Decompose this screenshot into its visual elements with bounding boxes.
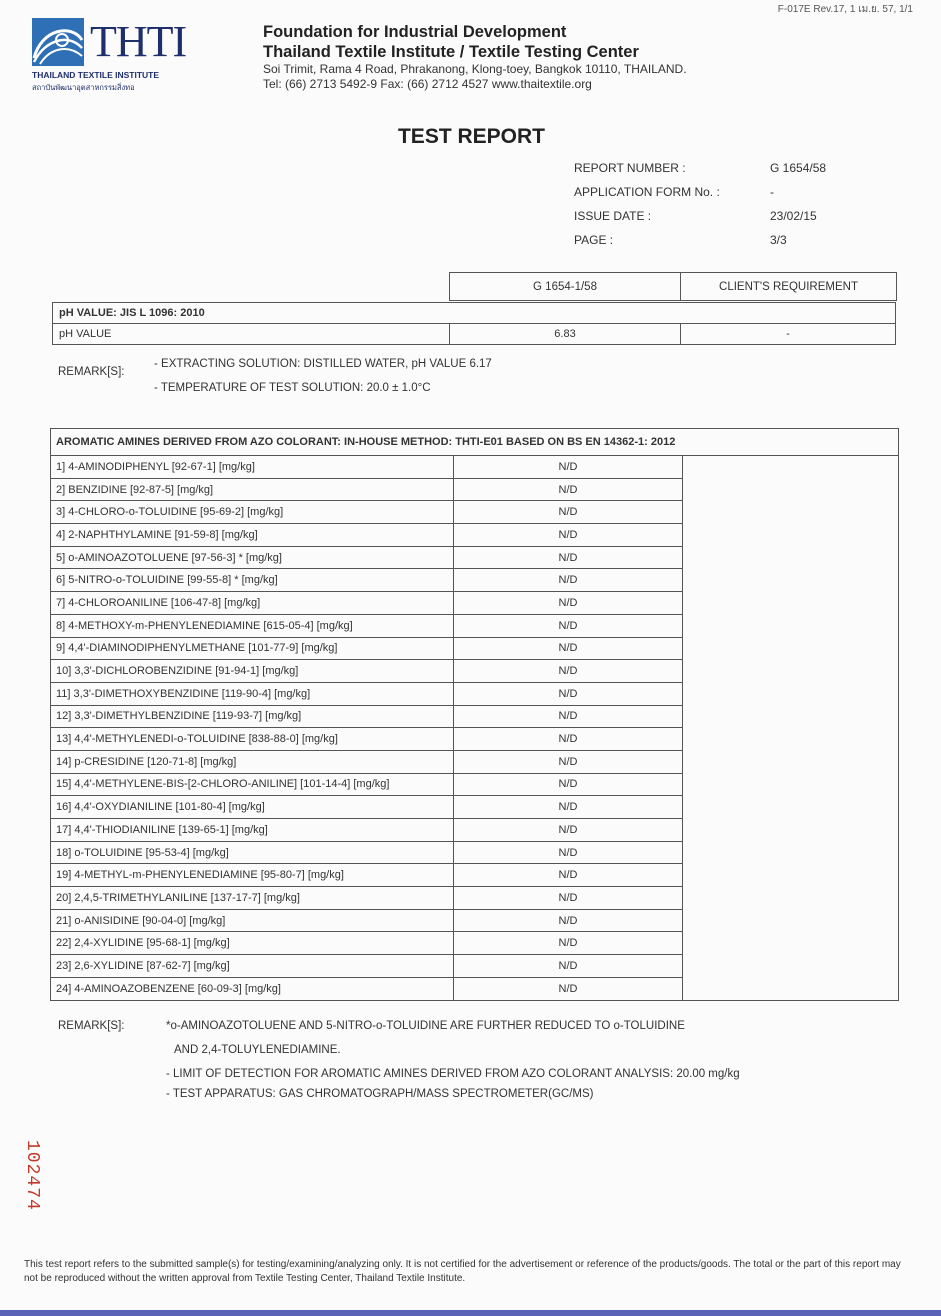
amine-result: N/D <box>454 592 683 615</box>
bottom-border <box>0 1310 941 1316</box>
remark-label: REMARK[S]: <box>58 366 125 378</box>
amine-result: N/D <box>454 773 683 796</box>
amine-name: 6] 5-NITRO-o-TOLUIDINE [99-55-8] * [mg/kg] <box>51 569 454 592</box>
amine-name: 3] 4-CHLORO-o-TOLUIDINE [95-69-2] [mg/kg] <box>51 501 454 524</box>
amine-name: 20] 2,4,5-TRIMETHYLANILINE [137-17-7] [mg/kg] <box>51 887 454 910</box>
report-meta <box>574 158 894 254</box>
amine-result: N/D <box>454 819 683 842</box>
meta-key: PAGE : <box>574 233 614 247</box>
amine-result: N/D <box>454 546 683 569</box>
amine-name: 22] 2,4-XYLIDINE [95-68-1] [mg/kg] <box>51 932 454 955</box>
amine-name: 9] 4,4'-DIAMINODIPHENYLMETHANE [101-77-9] [mg/kg] <box>51 637 454 660</box>
amine-result: N/D <box>454 614 683 637</box>
meta-row <box>574 230 894 254</box>
amine-result: N/D <box>454 660 683 683</box>
amine-result: N/D <box>454 705 683 728</box>
amine-result: N/D <box>454 728 683 751</box>
amine-name: 2] BENZIDINE [92-87-5] [mg/kg] <box>51 478 454 501</box>
amine-result: N/D <box>454 932 683 955</box>
ph-section-title: pH VALUE: JIS L 1096: 2010 <box>53 303 896 324</box>
org-name: Foundation for Industrial Development <box>263 23 567 41</box>
amine-name: 4] 2-NAPHTHYLAMINE [91-59-8] [mg/kg] <box>51 524 454 547</box>
remark-line: *o-AMINOAZOTOLUENE AND 5-NITRO-o-TOLUIDINE ARE FURTHER REDUCED TO o-TOLUIDINE <box>166 1020 685 1032</box>
meta-row <box>574 206 894 230</box>
amine-name: 5] o-AMINOAZOTOLUENE [97-56-3] * [mg/kg] <box>51 546 454 569</box>
org-address: Soi Trimit, Rama 4 Road, Phrakanong, Klong-toey, Bangkok 10110, THAILAND. <box>263 62 687 76</box>
amine-result: N/D <box>454 841 683 864</box>
requirement-column-header: CLIENT'S REQUIREMENT <box>681 273 897 301</box>
form-reference: F-017E Rev.17, 1 เม.ย. 57, 1/1 <box>777 4 913 15</box>
thti-logo <box>32 18 202 94</box>
remark-line: - TEST APPARATUS: GAS CHROMATOGRAPH/MASS SPECTROMETER(GC/MS) <box>166 1088 594 1100</box>
amine-result: N/D <box>454 524 683 547</box>
sample-column-header: G 1654-1/58 <box>450 273 681 301</box>
meta-key: ISSUE DATE : <box>574 209 652 223</box>
amine-result: N/D <box>454 478 683 501</box>
amine-result: N/D <box>454 456 683 479</box>
amine-result: N/D <box>454 864 683 887</box>
amine-name: 15] 4,4'-METHYLENE-BIS-[2-CHLORO-ANILINE] [101-14-4] [mg/kg] <box>51 773 454 796</box>
amine-result: N/D <box>454 501 683 524</box>
requirement-cell <box>683 456 899 1001</box>
page-title: TEST REPORT <box>397 125 545 148</box>
amine-result: N/D <box>454 909 683 932</box>
org-institute: Thailand Textile Institute / Textile Testing Center <box>263 43 639 61</box>
stamp-number: 102474 <box>22 1140 42 1211</box>
remark-line: - LIMIT OF DETECTION FOR AROMATIC AMINES DERIVED FROM AZO COLORANT ANALYSIS: 20.00 mg/kg <box>166 1068 740 1080</box>
logo-subtitle-thai: สถาบันพัฒนาอุตสาหกรรมสิ่งทอ <box>32 83 135 92</box>
amine-result: N/D <box>454 955 683 978</box>
amine-name: 11] 3,3'-DIMETHOXYBENZIDINE [119-90-4] [mg/kg] <box>51 682 454 705</box>
amine-result: N/D <box>454 569 683 592</box>
amine-name: 23] 2,6-XYLIDINE [87-62-7] [mg/kg] <box>51 955 454 978</box>
ph-column-headers <box>449 272 897 301</box>
amine-name: 17] 4,4'-THIODIANILINE [139-65-1] [mg/kg] <box>51 819 454 842</box>
amine-result: N/D <box>454 637 683 660</box>
meta-key: REPORT NUMBER : <box>574 161 686 175</box>
org-contact: Tel: (66) 2713 5492-9 Fax: (66) 2712 4527 www.thaitextile.org <box>263 77 592 91</box>
ph-table <box>52 302 896 345</box>
amine-result: N/D <box>454 887 683 910</box>
ph-row-value: 6.83 <box>450 324 681 345</box>
amine-result: N/D <box>454 796 683 819</box>
meta-value: 23/02/15 <box>770 209 817 223</box>
amine-name: 14] p-CRESIDINE [120-71-8] [mg/kg] <box>51 750 454 773</box>
amine-name: 13] 4,4'-METHYLENEDI-o-TOLUIDINE [838-88-0] [mg/kg] <box>51 728 454 751</box>
amine-name: 10] 3,3'-DICHLOROBENZIDINE [91-94-1] [mg/kg] <box>51 660 454 683</box>
footer-disclaimer: This test report refers to the submitted sample(s) for testing/examining/analyzing only. It is not certified for the advertisement or reference of the products/goods. The total or the part of this report may not be reproduced without the written approval from Textile Testing Center, Thailand Textile Institute. <box>24 1259 901 1284</box>
amine-name: 16] 4,4'-OXYDIANILINE [101-80-4] [mg/kg] <box>51 796 454 819</box>
organization-header <box>263 22 883 92</box>
remark-line: - TEMPERATURE OF TEST SOLUTION: 20.0 ± 1.0°C <box>154 382 431 394</box>
remark-line: AND 2,4-TOLUYLENEDIAMINE. <box>174 1044 341 1056</box>
amine-result: N/D <box>454 750 683 773</box>
table-row <box>53 324 896 345</box>
amine-result: N/D <box>454 977 683 1000</box>
amine-name: 21] o-ANISIDINE [90-04-0] [mg/kg] <box>51 909 454 932</box>
amine-name: 8] 4-METHOXY-m-PHENYLENEDIAMINE [615-05-4] [mg/kg] <box>51 614 454 637</box>
ph-row-requirement: - <box>681 324 896 345</box>
meta-row <box>574 182 894 206</box>
azo-amines-table <box>50 428 899 1001</box>
ph-row-label: pH VALUE <box>53 324 450 345</box>
meta-value: G 1654/58 <box>770 161 827 175</box>
logo-wordmark: THTI <box>90 17 187 66</box>
amine-name: 18] o-TOLUIDINE [95-53-4] [mg/kg] <box>51 841 454 864</box>
meta-row <box>574 158 894 182</box>
logo-wave-icon <box>32 18 84 66</box>
meta-key: APPLICATION FORM No. : <box>574 185 720 199</box>
meta-value: 3/3 <box>770 233 787 247</box>
amine-name: 19] 4-METHYL-m-PHENYLENEDIAMINE [95-80-7] [mg/kg] <box>51 864 454 887</box>
azo-section-title: AROMATIC AMINES DERIVED FROM AZO COLORANT: IN-HOUSE METHOD: THTI-E01 BASED ON BS EN 14362-1: 2012 <box>51 429 899 456</box>
remark-line: - EXTRACTING SOLUTION: DISTILLED WATER, pH VALUE 6.17 <box>154 358 492 370</box>
amine-name: 7] 4-CHLOROANILINE [106-47-8] [mg/kg] <box>51 592 454 615</box>
remark-label: REMARK[S]: <box>58 1020 125 1032</box>
amine-result: N/D <box>454 682 683 705</box>
amine-name: 24] 4-AMINOAZOBENZENE [60-09-3] [mg/kg] <box>51 977 454 1000</box>
amine-name: 12] 3,3'-DIMETHYLBENZIDINE [119-93-7] [mg/kg] <box>51 705 454 728</box>
table-row <box>51 456 899 479</box>
logo-subtitle: THAILAND TEXTILE INSTITUTE <box>32 70 160 80</box>
meta-value: - <box>770 185 774 199</box>
amine-name: 1] 4-AMINODIPHENYL [92-67-1] [mg/kg] <box>51 456 454 479</box>
